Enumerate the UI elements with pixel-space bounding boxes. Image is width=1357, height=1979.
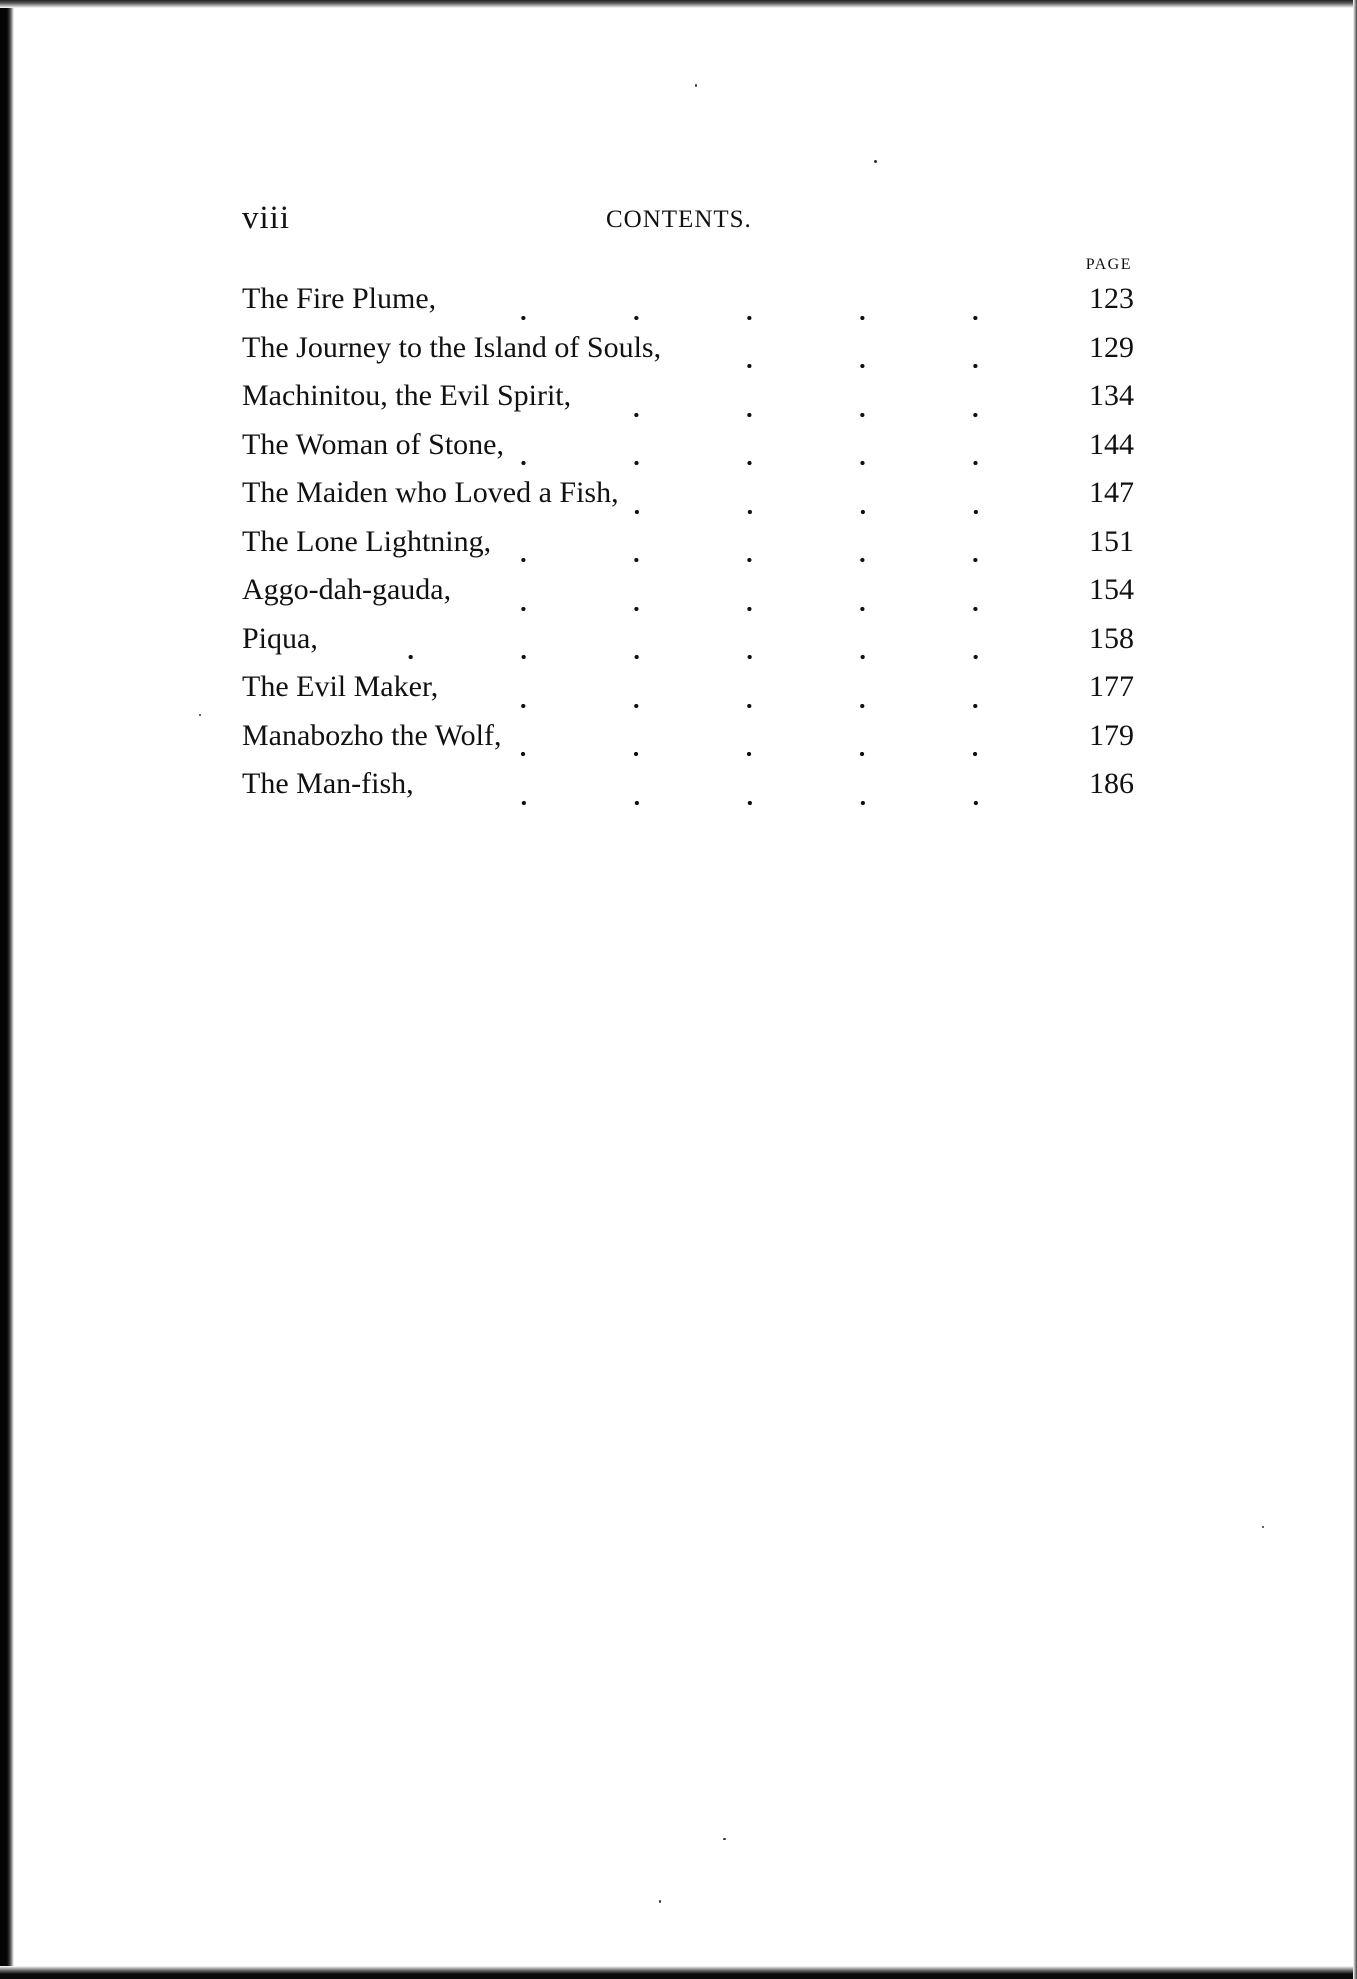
dot-leader <box>495 535 1056 565</box>
scan-left-edge <box>0 0 14 1979</box>
toc-entry <box>242 282 1134 331</box>
toc-entry-title: Manabozho the Wolf, <box>242 719 505 753</box>
toc-entry-page: 177 <box>1089 670 1134 703</box>
scan-speck <box>659 1900 661 1903</box>
toc-entry <box>242 719 1134 768</box>
toc-entry-title: Machinitou, the Evil Spirit, <box>242 379 575 413</box>
page-number: viii <box>242 200 291 236</box>
toc-entry-page: 179 <box>1089 718 1134 752</box>
toc-entry-title: The Man-fish, <box>242 767 418 801</box>
toc-entry <box>242 573 1134 622</box>
dot-leader <box>575 390 1056 420</box>
contents-page <box>242 200 1134 816</box>
toc-entry <box>242 331 1134 380</box>
toc-entry-page: 151 <box>1089 524 1134 558</box>
dot-leader <box>623 487 1056 517</box>
dot-leader <box>455 584 1056 614</box>
toc-entry-title: Piqua, <box>242 622 322 656</box>
page-header <box>242 200 1134 248</box>
table-of-contents <box>242 282 1134 816</box>
toc-entry <box>242 379 1134 428</box>
toc-entry <box>242 767 1134 816</box>
toc-entry-page: 123 <box>1089 282 1134 315</box>
scan-right-edge <box>1353 0 1357 1979</box>
toc-entry-title: The Fire Plume, <box>242 282 440 316</box>
toc-entry-title: The Journey to the Island of Souls, <box>242 331 665 365</box>
dot-leader <box>418 778 1056 808</box>
dot-leader <box>508 438 1056 468</box>
toc-entry-page: 134 <box>1089 379 1134 412</box>
toc-entry-title: Aggo-dah-gauda, <box>242 573 455 607</box>
toc-entry-title: The Evil Maker, <box>242 670 442 704</box>
dot-leader <box>505 729 1056 759</box>
toc-entry-title: The Maiden who Loved a Fish, <box>242 476 623 510</box>
scan-bottom-edge <box>0 1966 1357 1979</box>
scan-speck <box>695 84 697 87</box>
toc-entry-page: 129 <box>1089 330 1134 364</box>
scan-speck <box>874 160 877 163</box>
dot-leader <box>322 632 1056 662</box>
toc-entry-page: 186 <box>1089 767 1134 800</box>
dot-leader <box>442 681 1056 711</box>
toc-entry-page: 154 <box>1089 573 1134 606</box>
running-title: CONTENTS. <box>606 206 752 233</box>
toc-entry-title: The Woman of Stone, <box>242 428 508 462</box>
scan-speck <box>1262 1526 1264 1528</box>
toc-entry <box>242 670 1134 719</box>
dot-leader <box>665 341 1056 371</box>
toc-entry <box>242 428 1134 477</box>
dot-leader <box>440 293 1056 323</box>
toc-entry <box>242 622 1134 671</box>
toc-entry-page: 158 <box>1089 621 1134 655</box>
page-column-label: PAGE <box>1085 256 1132 273</box>
scan-top-edge <box>0 0 1357 8</box>
scan-speck <box>199 714 201 716</box>
toc-entry-title: The Lone Lightning, <box>242 525 495 559</box>
toc-entry-page: 144 <box>1089 427 1134 461</box>
scan-speck <box>723 1838 726 1840</box>
toc-entry <box>242 525 1134 574</box>
toc-entry <box>242 476 1134 525</box>
toc-entry-page: 147 <box>1089 476 1134 509</box>
